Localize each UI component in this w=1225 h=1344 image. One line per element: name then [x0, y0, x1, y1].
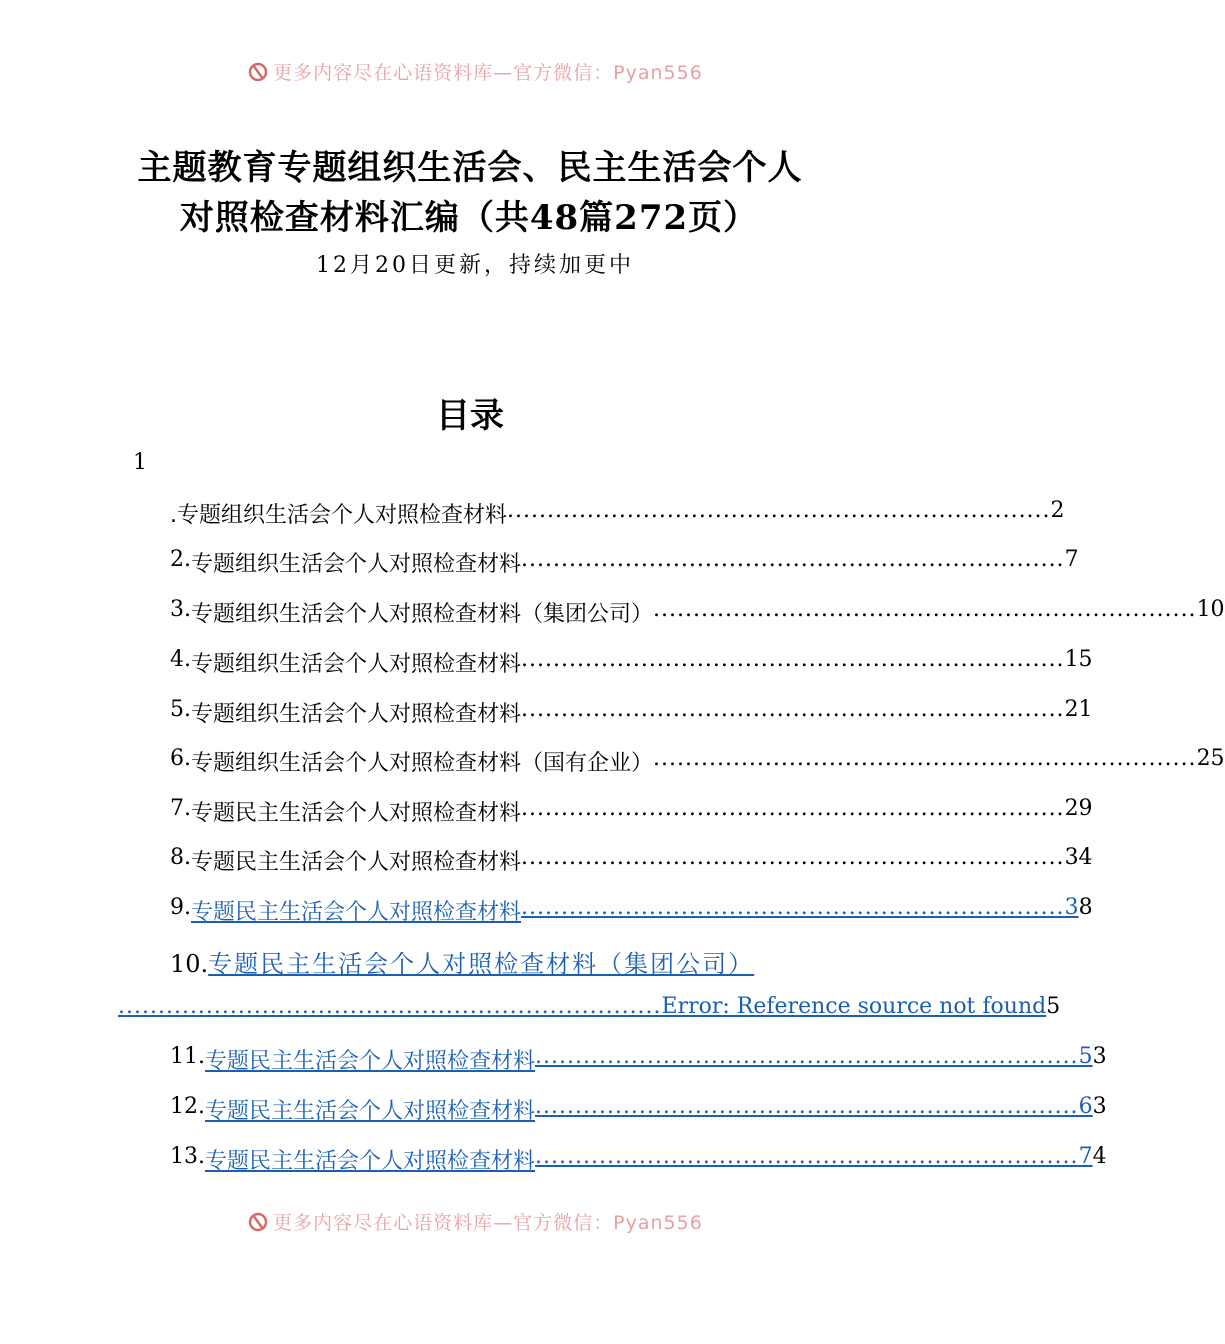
- toc-entry-number: 10.: [170, 950, 209, 978]
- toc-entry-label: 专题组织生活会个人对照检查材料: [191, 652, 522, 677]
- toc-entry-11[interactable]: [170, 1044, 1107, 1075]
- toc-leader-dots: ....................................................................: [521, 796, 1065, 821]
- toc-entry-label: 专题民主生活会个人对照检查材料: [191, 801, 522, 826]
- toc-page-number-suffix: 4: [1092, 1144, 1107, 1169]
- watermark-top: [0, 58, 950, 85]
- toc-entry-link[interactable]: 专题民主生活会个人对照检查材料（集团公司）: [208, 950, 755, 978]
- toc-leader-dots[interactable]: ....................................................................: [535, 1044, 1079, 1069]
- toc-page-number-suffix: 3: [1092, 1094, 1107, 1119]
- toc-page-number: 10: [1196, 597, 1225, 622]
- toc-entry-link[interactable]: 专题民主生活会个人对照检查材料: [191, 900, 522, 925]
- document-title-line1: 主题教育专题组织生活会、民主生活会个人: [137, 148, 803, 188]
- watermark-text: 更多内容尽在心语资料库—官方微信：Pyan556: [273, 1212, 703, 1234]
- toc-page-number-linked[interactable]: 5: [1078, 1044, 1093, 1069]
- toc-leader-dots[interactable]: ....................................................................: [118, 994, 662, 1019]
- toc-entry-number: 4.: [170, 647, 191, 672]
- toc-entry-12[interactable]: [170, 1094, 1107, 1125]
- toc-entry-10-line2[interactable]: [118, 994, 1061, 1019]
- toc-page-number: 25: [1196, 746, 1225, 771]
- watermark-logo-icon: [247, 61, 269, 83]
- toc-entry-7[interactable]: [170, 796, 1093, 827]
- toc-entry-8[interactable]: [170, 845, 1093, 876]
- toc-page-number-linked[interactable]: 3: [1064, 895, 1079, 920]
- toc-entry-number: 5.: [170, 697, 191, 722]
- toc-page-number: 29: [1064, 796, 1093, 821]
- toc-entry-2[interactable]: [170, 547, 1079, 578]
- toc-page-number-linked[interactable]: 7: [1078, 1144, 1093, 1169]
- toc-leader-dots: ....................................................................: [507, 498, 1051, 523]
- toc-entry-number: 7.: [170, 796, 191, 821]
- toc-leader-dots: ....................................................................: [653, 746, 1197, 771]
- toc-entry-10-line1[interactable]: [170, 944, 754, 979]
- toc-entry-3[interactable]: [170, 597, 1225, 628]
- toc-entry-label: 专题民主生活会个人对照检查材料: [191, 850, 522, 875]
- toc-leader-dots: ....................................................................: [521, 697, 1065, 722]
- toc-entry-number: 12.: [170, 1094, 205, 1119]
- toc-leader-dots: ....................................................................: [521, 547, 1065, 572]
- toc-entry-link[interactable]: 专题民主生活会个人对照检查材料: [205, 1149, 536, 1174]
- toc-entry-label: 专题组织生活会个人对照检查材料（集团公司）: [191, 602, 654, 627]
- toc-entry-13[interactable]: [170, 1144, 1107, 1175]
- watermark-text: 更多内容尽在心语资料库—官方微信：Pyan556: [273, 62, 703, 84]
- toc-entry-number: 3.: [170, 597, 191, 622]
- toc-heading: 目录: [436, 396, 504, 436]
- toc-page-number-suffix: 8: [1078, 895, 1093, 920]
- toc-page-number: 5: [1046, 994, 1061, 1019]
- toc-entry-label: .专题组织生活会个人对照检查材料: [170, 503, 507, 528]
- document-title-line2: 对照检查材料汇编（共48篇272页）: [179, 198, 759, 238]
- toc-entry-4[interactable]: [170, 647, 1093, 678]
- toc-page-number: 21: [1064, 697, 1093, 722]
- toc-page-number: 7: [1064, 547, 1079, 572]
- toc-page-number-linked[interactable]: 6: [1078, 1094, 1093, 1119]
- toc-entry-number: 8.: [170, 845, 191, 870]
- toc-leader-dots[interactable]: ....................................................................: [535, 1144, 1079, 1169]
- reference-error-text[interactable]: Error: Reference source not found: [661, 994, 1047, 1019]
- toc-leader-dots: ....................................................................: [653, 597, 1197, 622]
- toc-entry-number: 13.: [170, 1144, 205, 1169]
- toc-leader-dots[interactable]: ....................................................................: [521, 895, 1065, 920]
- toc-entry-number: 6.: [170, 746, 191, 771]
- toc-leader-dots: ....................................................................: [521, 647, 1065, 672]
- toc-entry-6[interactable]: [170, 746, 1225, 777]
- toc-entry-number: 11.: [170, 1044, 205, 1069]
- toc-entry-label: 专题组织生活会个人对照检查材料: [191, 702, 522, 727]
- toc-entry-label: 专题组织生活会个人对照检查材料（国有企业）: [191, 751, 654, 776]
- toc-entry-number: 2.: [170, 547, 191, 572]
- toc-page-number: 15: [1064, 647, 1093, 672]
- watermark-bottom: [0, 1208, 950, 1235]
- watermark-logo-icon: [247, 1211, 269, 1233]
- toc-entry-5[interactable]: [170, 697, 1093, 728]
- toc-entry-link[interactable]: 专题民主生活会个人对照检查材料: [205, 1099, 536, 1124]
- toc-leader-dots: ....................................................................: [521, 845, 1065, 870]
- toc-entry-link[interactable]: 专题民主生活会个人对照检查材料: [205, 1049, 536, 1074]
- toc-leading-number: 1: [133, 450, 147, 475]
- update-note: 12月20日更新，持续加更中: [316, 253, 634, 278]
- toc-entry-1[interactable]: [170, 498, 1065, 529]
- toc-page-number-suffix: 3: [1092, 1044, 1107, 1069]
- toc-entry-9[interactable]: [170, 895, 1093, 926]
- toc-entry-number: 9.: [170, 895, 191, 920]
- toc-entry-label: 专题组织生活会个人对照检查材料: [191, 552, 522, 577]
- toc-page-number: 34: [1064, 845, 1093, 870]
- toc-leader-dots[interactable]: ....................................................................: [535, 1094, 1079, 1119]
- toc-page-number: 2: [1050, 498, 1065, 523]
